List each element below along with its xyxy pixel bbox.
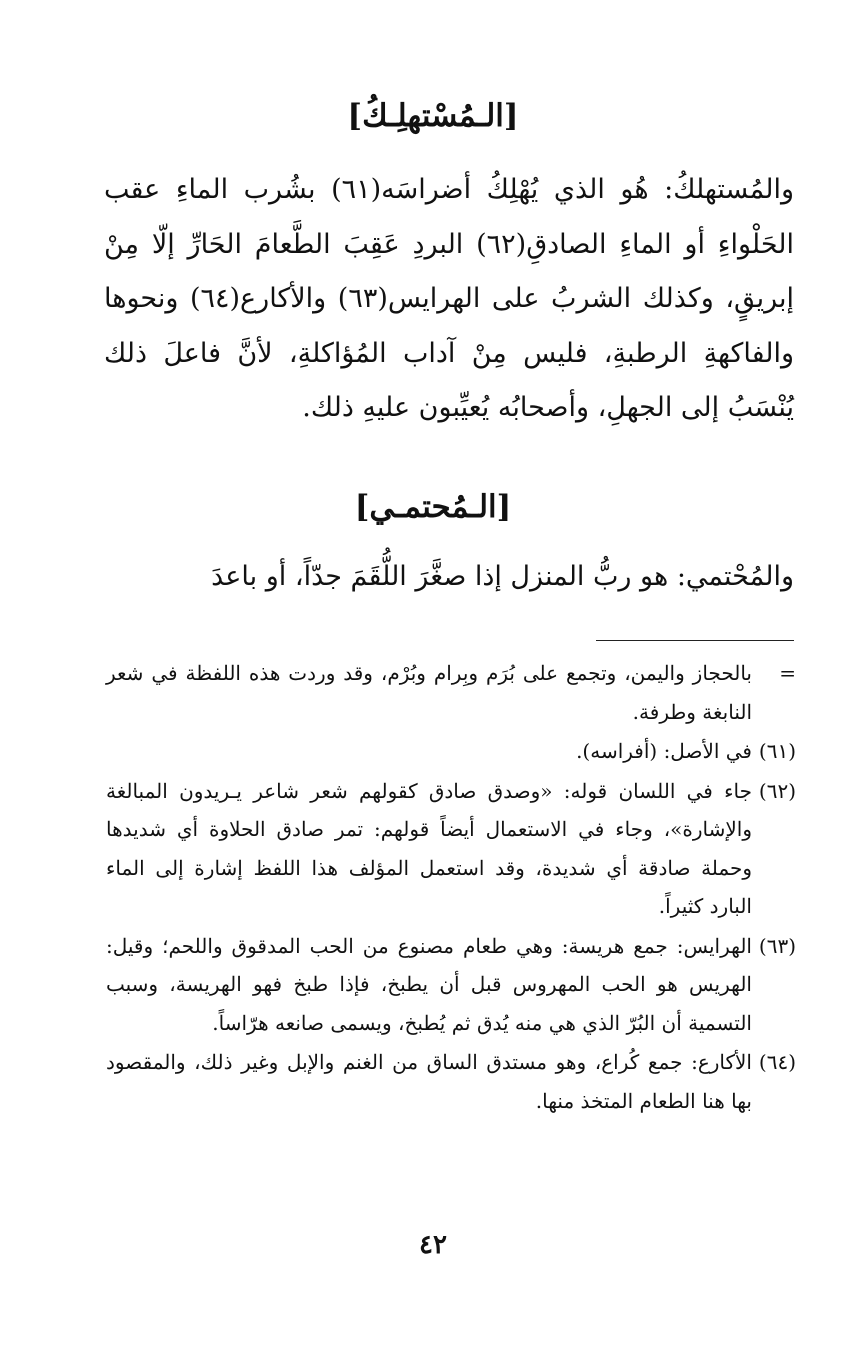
footnote-61 bbox=[106, 732, 796, 771]
footnote-number: (٦٤) bbox=[758, 1050, 796, 1074]
page-number: ٤٢ bbox=[419, 1230, 447, 1260]
footnote-number: (٦٢) bbox=[758, 778, 796, 803]
footnote-text: الهرايس: جمع هريسة: وهي طعام مصنوع من الحب المدقوق واللحم؛ وقيل: الهريس هو الحب المهروس قبل أن يطبخ، فإذا طبخ فهو الهريسة، وسبب التسمية أن البُرّ الذي هي منه يُدق ثم يُطبخ، ويسمى صانعه هرّاساً. bbox=[106, 933, 752, 1035]
footnote-text: جاء في اللسان قوله: «وصدق صادق كقولهم شعر شاعر يـريدون المبالغة والإشارة»، وجاء في الاستعمال أيضاً قولهم: تمر صادق الحلاوة أي شديدها وحملة صادقة أي شديدة، وقد استعمل المؤلف هذا اللفظ إشارة إلى الماء البارد كثيراً. bbox=[106, 778, 752, 918]
footnote-number: (٦٣) bbox=[758, 933, 796, 958]
section-body-mustahlik bbox=[104, 163, 794, 436]
footnote-number: (٦١) bbox=[758, 739, 796, 763]
footnote-separator bbox=[596, 640, 794, 641]
section-title-muhtami: [الـمُحتمـي] bbox=[354, 489, 512, 525]
footnote-62 bbox=[106, 772, 796, 926]
footnote-text: في الأصل: (أفراسه). bbox=[576, 739, 752, 763]
section-body-muhtami bbox=[104, 550, 794, 605]
footnote-63 bbox=[106, 927, 796, 1043]
footnote-text: الأكارع: جمع كُراع، وهو مستدق الساق من الغنم والإبل وغير ذلك، والمقصود بها هنا الطعام المتخذ منها. bbox=[106, 1050, 752, 1113]
footnote-text: بالحجاز واليمن، وتجمع على بُرَم وبِرام وبُرْم، وقد وردت هذه اللفظة في شعر النابغة وطرفة. bbox=[106, 661, 752, 724]
footnotes bbox=[106, 654, 796, 1120]
footnote-number: = bbox=[779, 661, 796, 685]
section-title-mustahlik: [الـمُسْتهلِـكُ] bbox=[347, 98, 519, 134]
footnote-continued bbox=[106, 654, 796, 731]
footnote-64 bbox=[106, 1043, 796, 1120]
section-paragraph: والمُحْتمي: هو ربُّ المنزل إذا صغَّرَ اللُّقَمَ جدّاً، أو باعدَ bbox=[211, 561, 794, 592]
section-paragraph: والمُستهلكُ: هُو الذي يُهْلِكُ أضراسَه(٦١) بشُرب الماءِ عقب الحَلْواءِ أو الماءِ الصادقِ(٦٢) البردِ عَقِبَ الطَّعامَ الحَارِّ إلّا مِنْ إبريقٍ، وكذلك الشربُ على الهرايس(٦٣) والأكارع(٦٤) ونحوها والفاكهةِ الرطبةِ، فليس مِنْ آداب المُؤاكلةِ، لأنَّ فاعلَ ذلك يُنْسَبُ إلى الجهلِ، وأصحابُه يُعيِّبون عليهِ ذلك. bbox=[104, 174, 794, 423]
